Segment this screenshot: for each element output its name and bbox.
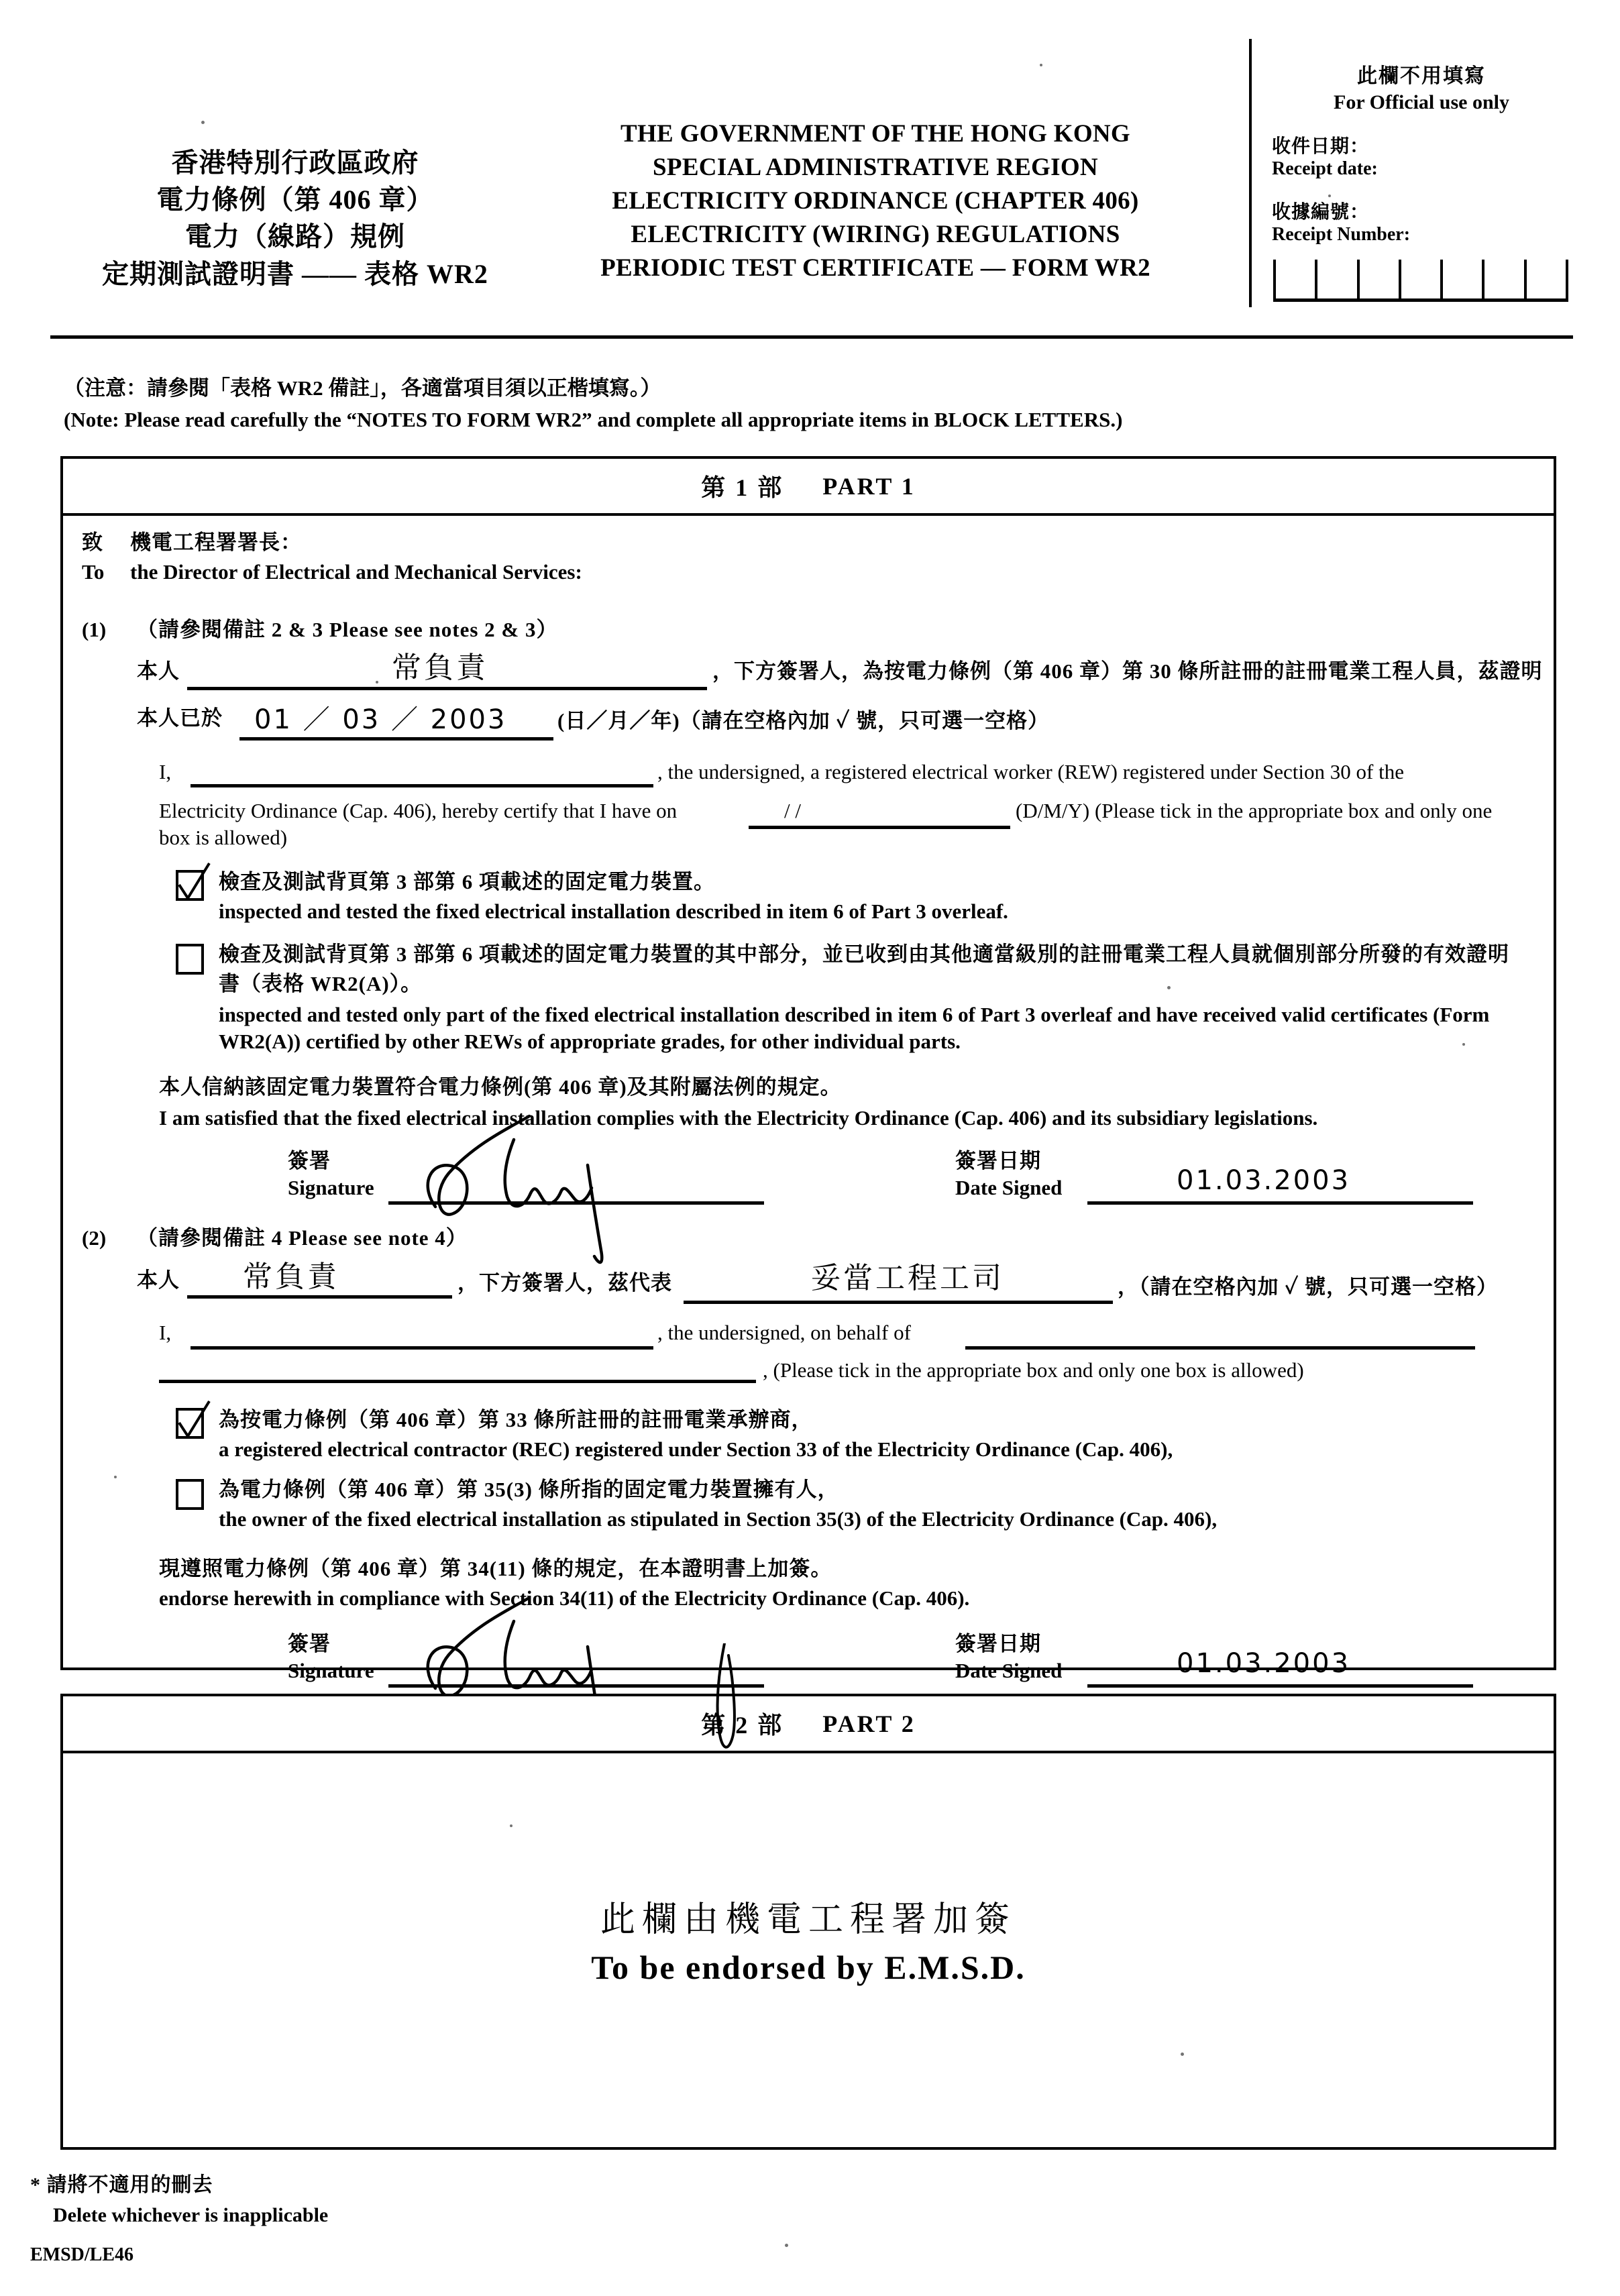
item-2-en-mid: , the undersigned, on behalf of [657,1321,911,1344]
item-1-date-label-cn: 簽署日期 [955,1149,1041,1172]
part-2-title-bar [63,1696,1554,1753]
header-title-cn-line-3: 電力（線路）規例 [185,221,405,252]
header-title-cn-line-1: 香港特別行政區政府 [171,148,419,178]
item-1-checkbox-1-cn: 檢查及測試背頁第 3 部第 6 項載述的固定電力裝置。 [219,870,715,893]
item-2-en-i-prefix: I, [159,1321,172,1344]
item-2-name-value[interactable]: 常負責 [243,1260,339,1294]
item-1-number: (1) [82,618,107,641]
item-1-checkbox-inspected-part[interactable] [176,944,204,975]
item-2-signature-label-cn: 簽署 [288,1632,331,1655]
part-2-endorsement-area [63,1891,1554,1987]
item-1-date-label-cn: 本人已於 [137,706,223,730]
official-use-title-cn: 此欄不用填寫 [1357,65,1486,87]
scan-speckle [201,121,205,124]
addressee-prefix-en: To [82,560,105,584]
item-1-checkbox-1-en: inspected and tested the fixed electrical installation described in item 6 of Part 3 overleaf. [219,899,1008,923]
part-1-title-en: PART 1 [822,472,916,500]
scan-speckle [1167,986,1171,989]
item-1-name-label-cn: 本人 [137,659,180,683]
part-1-box [60,456,1556,1682]
item-1-signature-label-cn: 簽署 [288,1149,331,1172]
part-2-title-en: PART 2 [822,1710,916,1737]
receipt-number-cell[interactable] [1399,260,1440,298]
scan-speckle [510,1824,512,1827]
scan-speckle [114,1476,117,1478]
receipt-number-field [1272,197,1591,245]
form-note-cn: （注意：請參閱「表格 WR2 備註」，各適當項目須以正楷填寫。） [64,376,661,400]
addressee-en: the Director of Electrical and Mechanical Services: [130,560,582,584]
header-title-en-line-2: SPECIAL ADMINISTRATIVE REGION [653,153,1098,181]
item-2-checkbox-2-cn: 為電力條例（第 406 章）第 35(3) 條所指的固定電力裝置擁有人， [219,1478,839,1501]
receipt-number-cell[interactable] [1524,260,1568,298]
item-2-checkbox-owner[interactable] [176,1479,204,1510]
item-2-cn-mid: ，下方簽署人，茲代表 [457,1271,672,1295]
form-header [0,0,1620,349]
item-1-en-name-rule[interactable] [191,784,653,787]
scan-speckle [785,2244,788,2247]
part-2-endorse-cn: 此欄由機電工程署加簽 [600,1900,1016,1940]
item-2-company-rule [684,1301,1113,1304]
part-2-box [60,1694,1556,2150]
header-title-cn-line-2: 電力條例（第 406 章） [156,184,434,215]
item-1-cn-line-2-suffix: (日／月／年)（請在空格內加 ✓ 號，只可選一空格） [557,709,1050,732]
item-1-date-signed-rule[interactable] [1087,1201,1473,1205]
item-1-cn-line-1-suffix: ，下方簽署人，為按電力條例（第 406 章）第 30 條所註冊的註冊電業工程人員，茲證明 [712,659,1543,683]
scan-speckle [1328,195,1331,197]
item-2-date-label-en: Date Signed [955,1659,1063,1682]
receipt-number-label-cn: 收據編號： [1272,202,1370,223]
header-divider [50,335,1573,339]
form-note-en: (Note: Please read carefully the “NOTES TO FORM WR2” and complete all appropriate items in BLOCK LETTERS.) [64,408,1123,432]
item-2-name-label-cn: 本人 [137,1268,180,1292]
item-1-date-signed-value[interactable]: 01.03.2003 [1177,1165,1351,1196]
part-2-title-cn: 第 2 部 [701,1712,784,1739]
item-1-date-label-en: Date Signed [955,1176,1063,1199]
item-1-en-line-1-suffix: , the undersigned, a registered electrical worker (REW) registered under Section 30 of the [657,760,1404,783]
part-2-endorse-en: To be endorsed by E.M.S.D. [591,1949,1026,1986]
stray-pen-stroke [684,1643,778,1778]
receipt-number-cell[interactable] [1273,260,1315,298]
item-2-checkbox-1-en: a registered electrical contractor (REC) registered under Section 33 of the Electricity Ordinance (Cap. 406), [219,1437,1173,1461]
item-2-see-notes: （請參閱備註 4 Please see note 4） [137,1226,468,1250]
item-2-checkbox-2-en: the owner of the fixed electrical installation as stipulated in Section 35(3) of the Electricity Ordinance (Cap. 406), [219,1507,1218,1531]
item-2-date-signed-value[interactable]: 01.03.2003 [1177,1648,1351,1679]
item-1-checkbox-2-en-line-2: WR2(A)) certified by other REWs of appropriate grades, for other individual parts. [219,1030,961,1053]
item-2-en-company-rule[interactable] [965,1346,1475,1350]
receipt-number-label-en: Receipt Number: [1272,224,1411,245]
part-1-title-bar [63,459,1554,516]
scan-speckle [1462,1043,1465,1046]
receipt-number-cell[interactable] [1357,260,1399,298]
item-1-signature-label-en: Signature [288,1176,374,1199]
item-1-date-value[interactable]: 01 ／ 03 ／ 2003 [254,704,507,735]
receipt-date-label-en: Receipt date: [1272,158,1378,179]
form-note [64,372,1540,435]
item-2-company-value[interactable]: 妥當工程工司 [811,1261,1004,1295]
checkmark-icon [170,859,217,906]
receipt-number-cell[interactable] [1482,260,1523,298]
item-1-en-line-2-b: (D/M/Y) (Please tick in the appropriate box and only one [1016,799,1493,822]
item-1-satisfied-en: I am satisfied that the fixed electrical installation complies with the Electricity Ordinance (Cap. 406) and its subsidiary legislations. [159,1106,1318,1130]
item-2-date-label-cn: 簽署日期 [955,1632,1041,1655]
item-1-checkbox-2-en-line-1: inspected and tested only part of the fixed electrical installation described in item 6 of Part 3 overleaf and have received valid certificates (Form [219,1003,1490,1026]
item-1-en-line-2-a: Electricity Ordinance (Cap. 406), hereby certify that I have on [159,799,678,822]
item-2-checkbox-1-cn: 為按電力條例（第 406 章）第 33 條所註冊的註冊電業承辦商， [219,1408,813,1431]
header-title-en-line-3: ELECTRICITY ORDINANCE (CHAPTER 406) [612,186,1139,215]
addressee-prefix-cn: 致 [82,531,103,554]
header-title-en-line-4: ELECTRICITY (WIRING) REGULATIONS [631,220,1120,248]
receipt-number-cell[interactable] [1440,260,1482,298]
item-2-number: (2) [82,1226,107,1250]
footer-form-code: EMSD/LE46 [30,2244,134,2265]
item-2-endorse-cn: 現遵照電力條例（第 406 章）第 34(11) 條的規定，在本證明書上加簽。 [159,1557,832,1580]
part-1-title-cn: 第 1 部 [701,474,784,501]
scan-speckle [376,681,378,684]
item-2-en-suffix: , (Please tick in the appropriate box and only one box is allowed) [763,1358,1304,1382]
item-1-satisfied-cn: 本人信納該固定電力裝置符合電力條例(第 406 章)及其附屬法例的規定。 [159,1075,842,1099]
item-1-name-rule [187,687,707,690]
item-2-en-name-rule[interactable] [191,1346,653,1350]
addressee-cn: 機電工程署署長： [130,531,302,554]
receipt-date-label-cn: 收件日期： [1272,136,1370,157]
item-2-en-line-2-rule[interactable] [159,1380,756,1383]
item-1-en-i-prefix: I, [159,760,172,783]
item-1-en-date-rule[interactable] [749,826,1010,829]
item-1-checkbox-2-cn-line-2: 書（表格 WR2(A)）。 [219,972,423,995]
header-title-en-line-5: PERIODIC TEST CERTIFICATE — FORM WR2 [600,254,1150,282]
official-use-title-en: For Official use only [1334,91,1509,113]
item-1-en-line-3: box is allowed) [159,826,288,849]
item-2-cn-suffix: ，（請在空格內加 ✓ 號，只可選一空格） [1118,1275,1498,1299]
item-1-checkbox-2-cn-line-1: 檢查及測試背頁第 3 部第 6 項載述的固定電力裝置的其中部分，並已收到由其他適當級別的註冊電業工程人員就個別部分所發的有效證明 [219,942,1509,966]
header-title-cn-line-4: 定期測試證明書 —— 表格 WR2 [102,258,488,289]
footer-delete-note-cn: * 請將不適用的刪去 [30,2174,213,2196]
receipt-number-grid[interactable] [1273,260,1568,302]
receipt-number-cell[interactable] [1315,260,1356,298]
item-1-en-date-slashes: / / [784,799,801,822]
header-title-chinese [80,144,510,292]
form-footer [30,2170,835,2269]
item-1-name-value[interactable]: 常負責 [392,651,488,685]
footer-delete-note-en: Delete whichever is inapplicable [53,2204,329,2226]
item-1-date-rule [239,737,553,741]
item-2-signature-label-en: Signature [288,1659,374,1682]
receipt-date-field [1272,131,1591,180]
item-1-see-notes: （請參閱備註 2 & 3 Please see notes 2 & 3） [137,618,558,641]
official-use-title [1252,59,1591,114]
scan-speckle [1181,2053,1184,2056]
scan-speckle [1040,64,1042,66]
header-title-english [537,117,1214,285]
checkmark-icon [170,1397,217,1444]
item-2-date-signed-rule[interactable] [1087,1684,1473,1688]
official-use-box [1249,39,1591,307]
item-2-name-rule [187,1295,452,1299]
header-title-en-line-1: THE GOVERNMENT OF THE HONG KONG [620,120,1130,148]
item-2-endorse-en: endorse herewith in compliance with Section 34(11) of the Electricity Ordinance (Cap. 406). [159,1586,970,1610]
